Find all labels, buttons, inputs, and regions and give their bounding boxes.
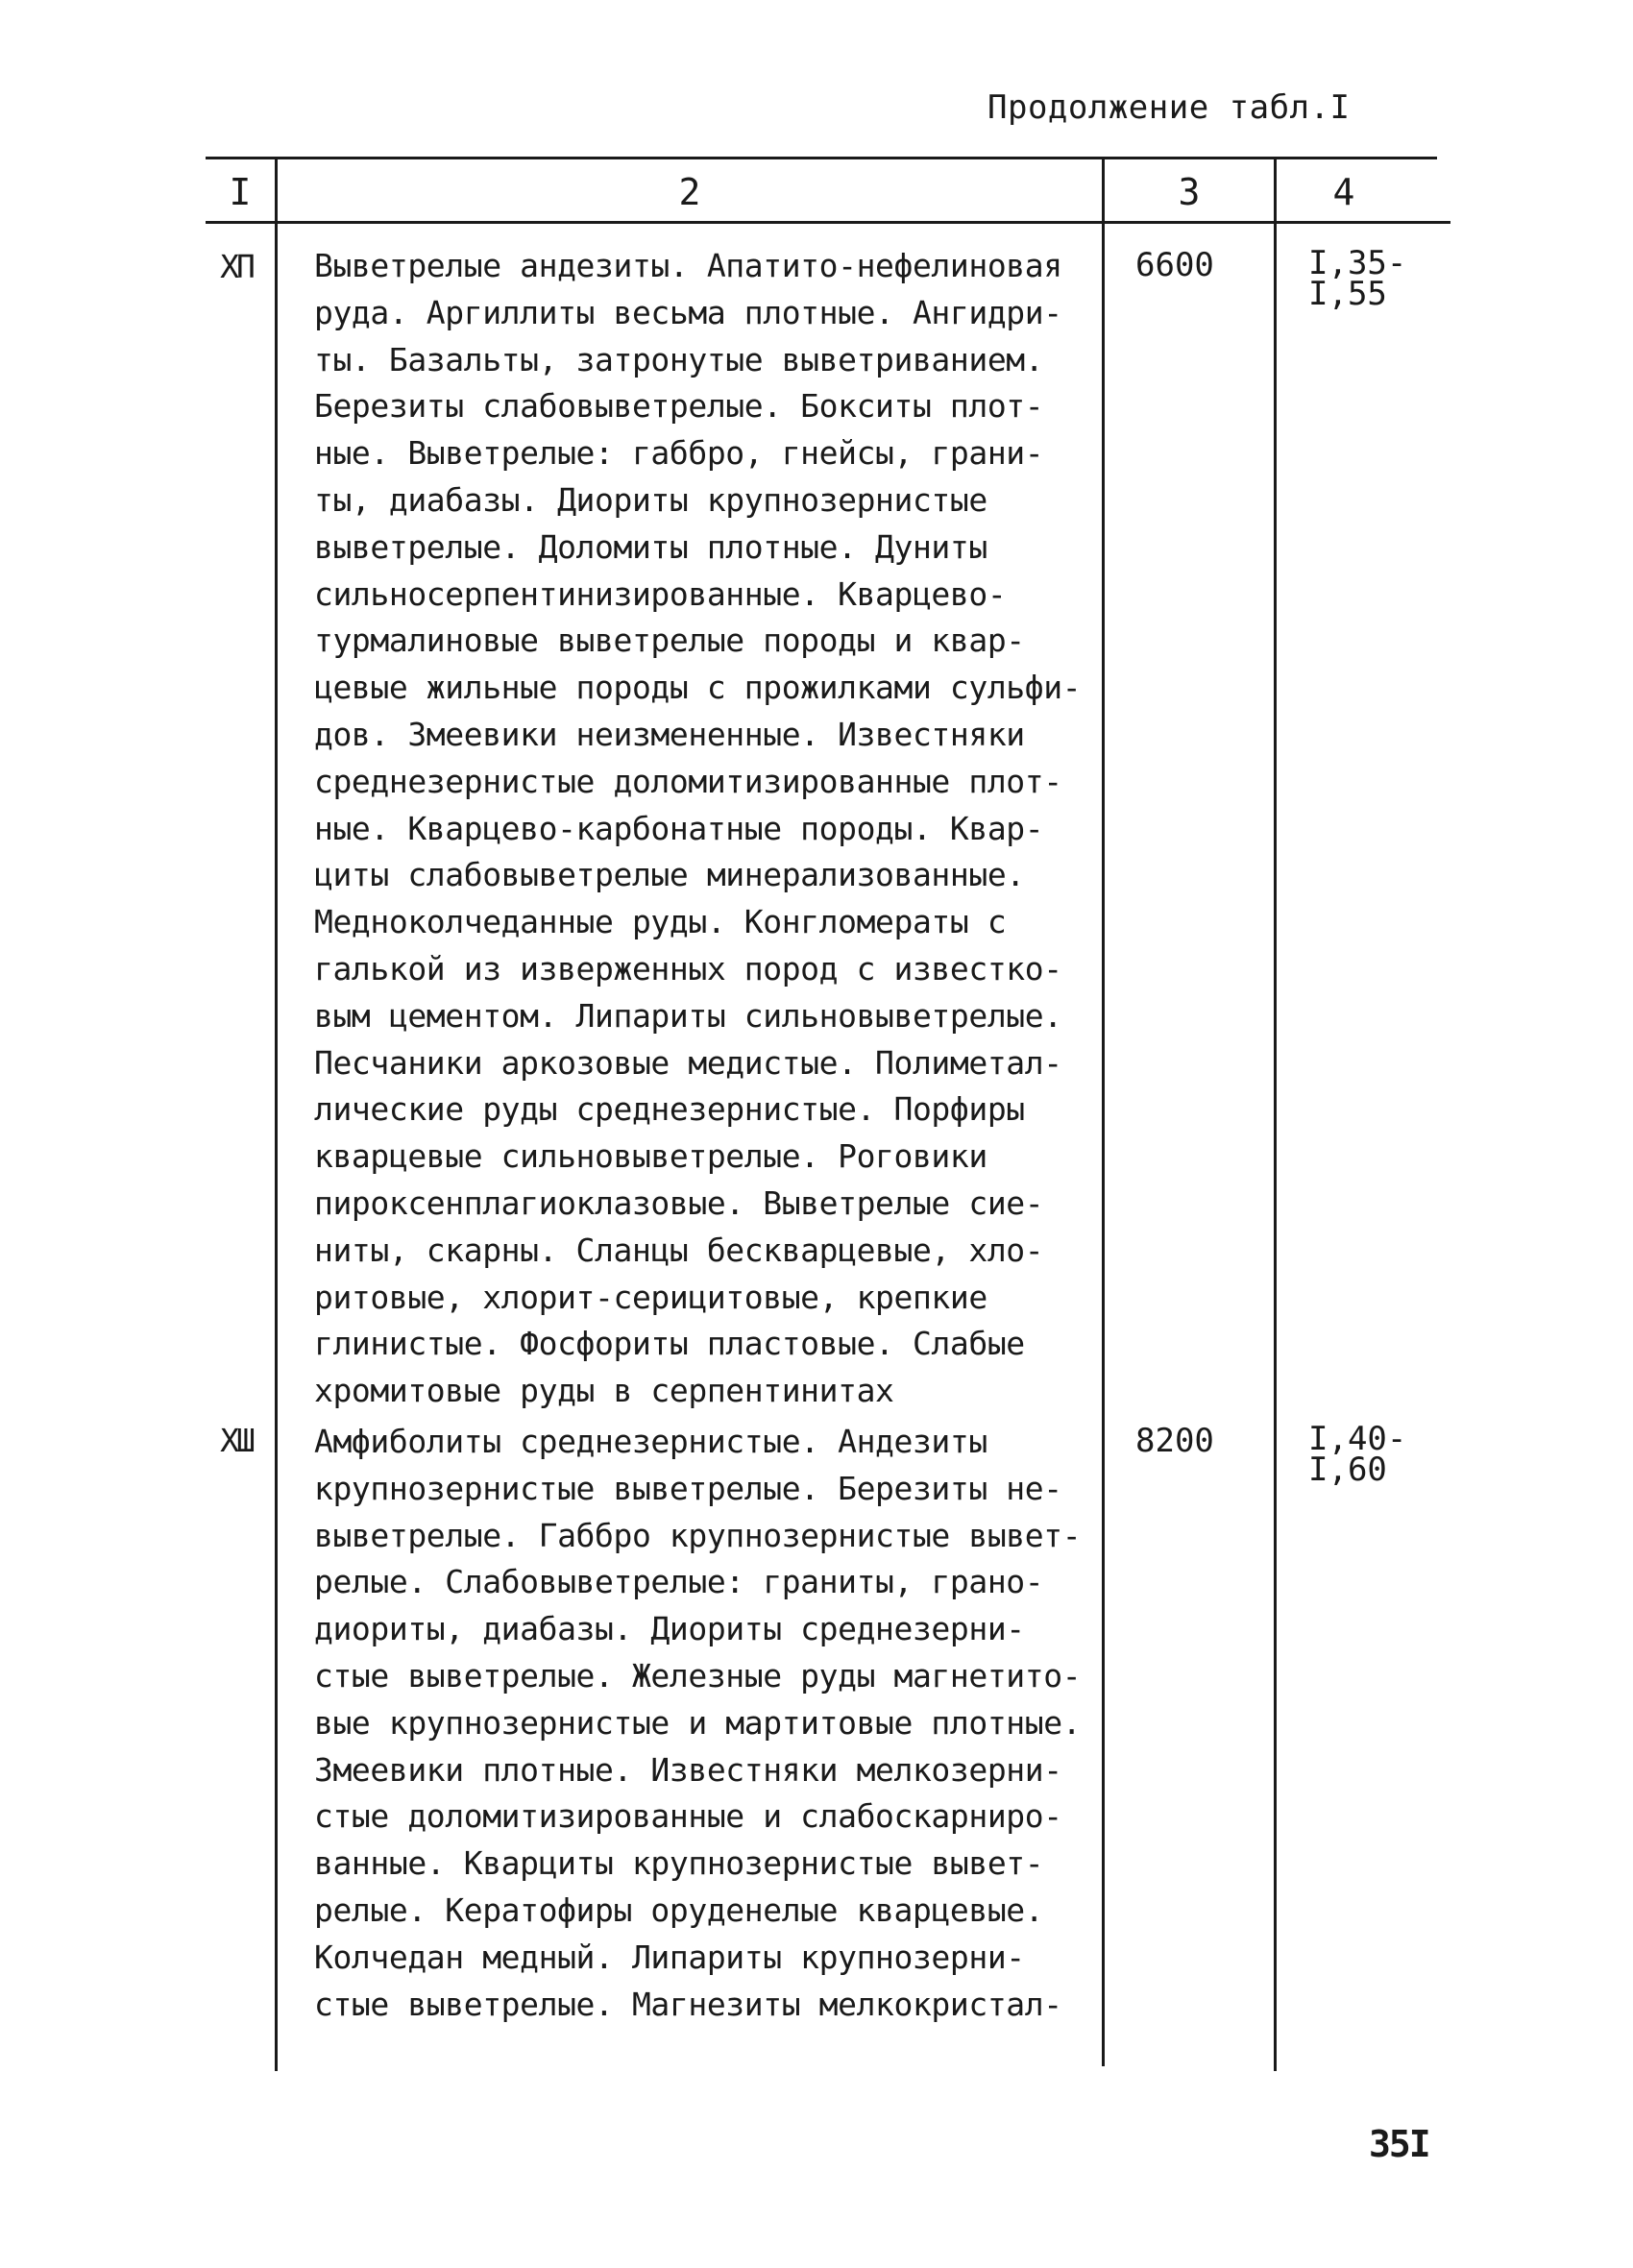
description-line: ные. Выветрелые: габбро, гнейсы, грани- xyxy=(314,434,1044,473)
description-line: среднезернистые доломитизированные плот- xyxy=(314,762,1062,800)
description-line: глинистые. Фосфориты пластовые. Слабые xyxy=(314,1325,1025,1363)
description-line: крупнозернистые выветрелые. Березиты не- xyxy=(314,1469,1062,1507)
description-line: руда. Аргиллиты весьма плотные. Ангидри- xyxy=(314,293,1062,331)
description-line: ритовые, хлорит-серицитовые, крепкие xyxy=(314,1278,987,1316)
description-line: Медноколчеданные руды. Конгломераты с xyxy=(314,903,1007,941)
table-top-rule xyxy=(206,157,1437,159)
range-lower: I,55 xyxy=(1308,275,1387,313)
description-line: выветрелые. Доломиты плотные. Дуниты xyxy=(314,527,987,566)
description-line: кварцевые сильновыветрелые. Роговики xyxy=(314,1137,987,1176)
description-line: Змеевики плотные. Известняки мелкозерни- xyxy=(314,1750,1062,1789)
description-line: диориты, диабазы. Диориты среднезерни- xyxy=(314,1610,1025,1648)
description-line: цевые жильные породы с прожилками сульфи- xyxy=(314,669,1082,707)
description-line: Песчаники аркозовые медистые. Полиметал- xyxy=(314,1043,1062,1082)
table-header-rule xyxy=(206,221,1450,224)
row-category-number: ХП xyxy=(220,248,253,285)
description-line: турмалиновые выветрелые породы и квар- xyxy=(314,622,1025,660)
column-header-1: I xyxy=(229,171,252,213)
range-upper: I,35- xyxy=(1308,244,1407,282)
description-line: пироксенплагиоклазовые. Выветрелые сие- xyxy=(314,1183,1044,1222)
description-line: дов. Змеевики неизмененные. Известняки xyxy=(314,715,1025,753)
description-line: лические руды среднезернистые. Порфиры xyxy=(314,1090,1025,1129)
range-upper: I,40- xyxy=(1308,1420,1407,1458)
description-line: стые выветрелые. Железные руды магнетито- xyxy=(314,1656,1082,1695)
description-line: вые крупнозернистые и мартитовые плотные. xyxy=(314,1703,1082,1742)
row-col4-range xyxy=(1308,1420,1443,1489)
description-line: ные. Кварцево-карбонатные породы. Квар- xyxy=(314,809,1044,847)
description-line: стые доломитизированные и слабоскарниро- xyxy=(314,1797,1062,1836)
column-header-3: 3 xyxy=(1178,171,1201,213)
description-line: релые. Слабовыветрелые: граниты, грано- xyxy=(314,1563,1044,1601)
column-divider-2 xyxy=(1102,159,1105,2066)
description-line: ты, диабазы. Диориты крупнозернистые xyxy=(314,480,987,519)
description-line: циты слабовыветрелые минерализованные. xyxy=(314,856,1025,894)
description-line: Березиты слабовыветрелые. Бокситы плот- xyxy=(314,387,1044,426)
description-line: ванные. Кварциты крупнозернистые вывет- xyxy=(314,1844,1044,1883)
description-line: Выветрелые андезиты. Апатито-нефелиновая xyxy=(314,247,1062,284)
table-caption: Продолжение табл.I xyxy=(987,88,1351,127)
description-line: галькой из изверженных пород с известко- xyxy=(314,949,1062,988)
description-line: выветрелые. Габбро крупнозернистые вывет- xyxy=(314,1516,1082,1554)
row-category-number: ХШ xyxy=(220,1422,253,1459)
row-col4-range xyxy=(1308,244,1443,313)
description-line: ты. Базальты, затронутые выветриванием. xyxy=(314,340,1044,378)
range-lower: I,60 xyxy=(1308,1451,1387,1489)
column-header-4: 4 xyxy=(1332,171,1355,213)
row-col3-value: 6600 xyxy=(1135,246,1214,284)
row-description xyxy=(314,1419,1102,2028)
description-line: стые выветрелые. Магнезиты мелкокристал- xyxy=(314,1985,1062,2023)
column-header-2: 2 xyxy=(678,171,701,213)
page-number: 35I xyxy=(1369,2123,1429,2165)
description-line: Колчедан медный. Липариты крупнозерни- xyxy=(314,1938,1025,1976)
description-line: Амфиболиты среднезернистые. Андезиты xyxy=(314,1423,987,1460)
description-line: релые. Кератофиры оруденелые кварцевые. xyxy=(314,1890,1044,1929)
description-line: ниты, скарны. Сланцы бескварцевые, хло- xyxy=(314,1231,1044,1269)
description-line: вым цементом. Липариты сильновыветрелые. xyxy=(314,996,1062,1035)
description-line: сильносерпентинизированные. Кварцево- xyxy=(314,574,1007,613)
column-divider-1 xyxy=(275,159,278,2071)
description-line: хромитовые руды в серпентинитах xyxy=(314,1372,894,1410)
row-description xyxy=(314,243,1102,1415)
row-col3-value: 8200 xyxy=(1135,1422,1214,1460)
column-divider-3 xyxy=(1274,159,1277,2071)
